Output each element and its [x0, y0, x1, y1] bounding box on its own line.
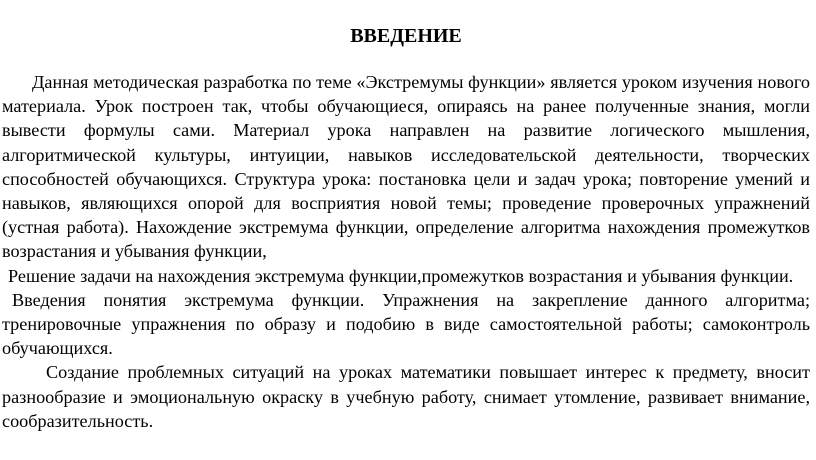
- paragraph-task: Решение задачи на нахождения экстремума функции,промежутков возрастания и убывания функции.: [8, 265, 794, 286]
- paragraph-concept: Введения понятия экстремума функции. Упражнения на закрепление данного алгоритма; тренировочные упражнения по образу и подобию в виде самостоятельной работы; самоконтроль обучающихся.: [2, 289, 810, 359]
- page-title: ВВЕДЕНИЕ: [350, 25, 462, 47]
- paragraph-problem-situations: Создание проблемных ситуаций на уроках математики повышает интерес к предмету, вносит разнообразие и эмоциональную окраску в учебную работу, снимает утомление, развивает внимание, сообразительность.: [2, 362, 810, 431]
- paragraph-intro: Данная методическая разработка по теме «Экстремумы функции» является уроком изучения нового материала. Урок построен так, чтобы обучающиеся, опираясь на ранее полученные знания, могли вывести формулы сами. Материал урока направлен на развитие логического мышления, алгоритмической культуры, интуиции, навыков исследовательской деятельности, творческих способностей обучающихся. Структура урока: постановка цели и задач урока; повторение умений и навыков, являющихся опорой для восприятия новой темы; проведение проверочных упражнений (устная работа). Нахождение экстремума функции, определение алгоритма нахождения промежутков возрастания и убывания функции,: [2, 72, 810, 262]
